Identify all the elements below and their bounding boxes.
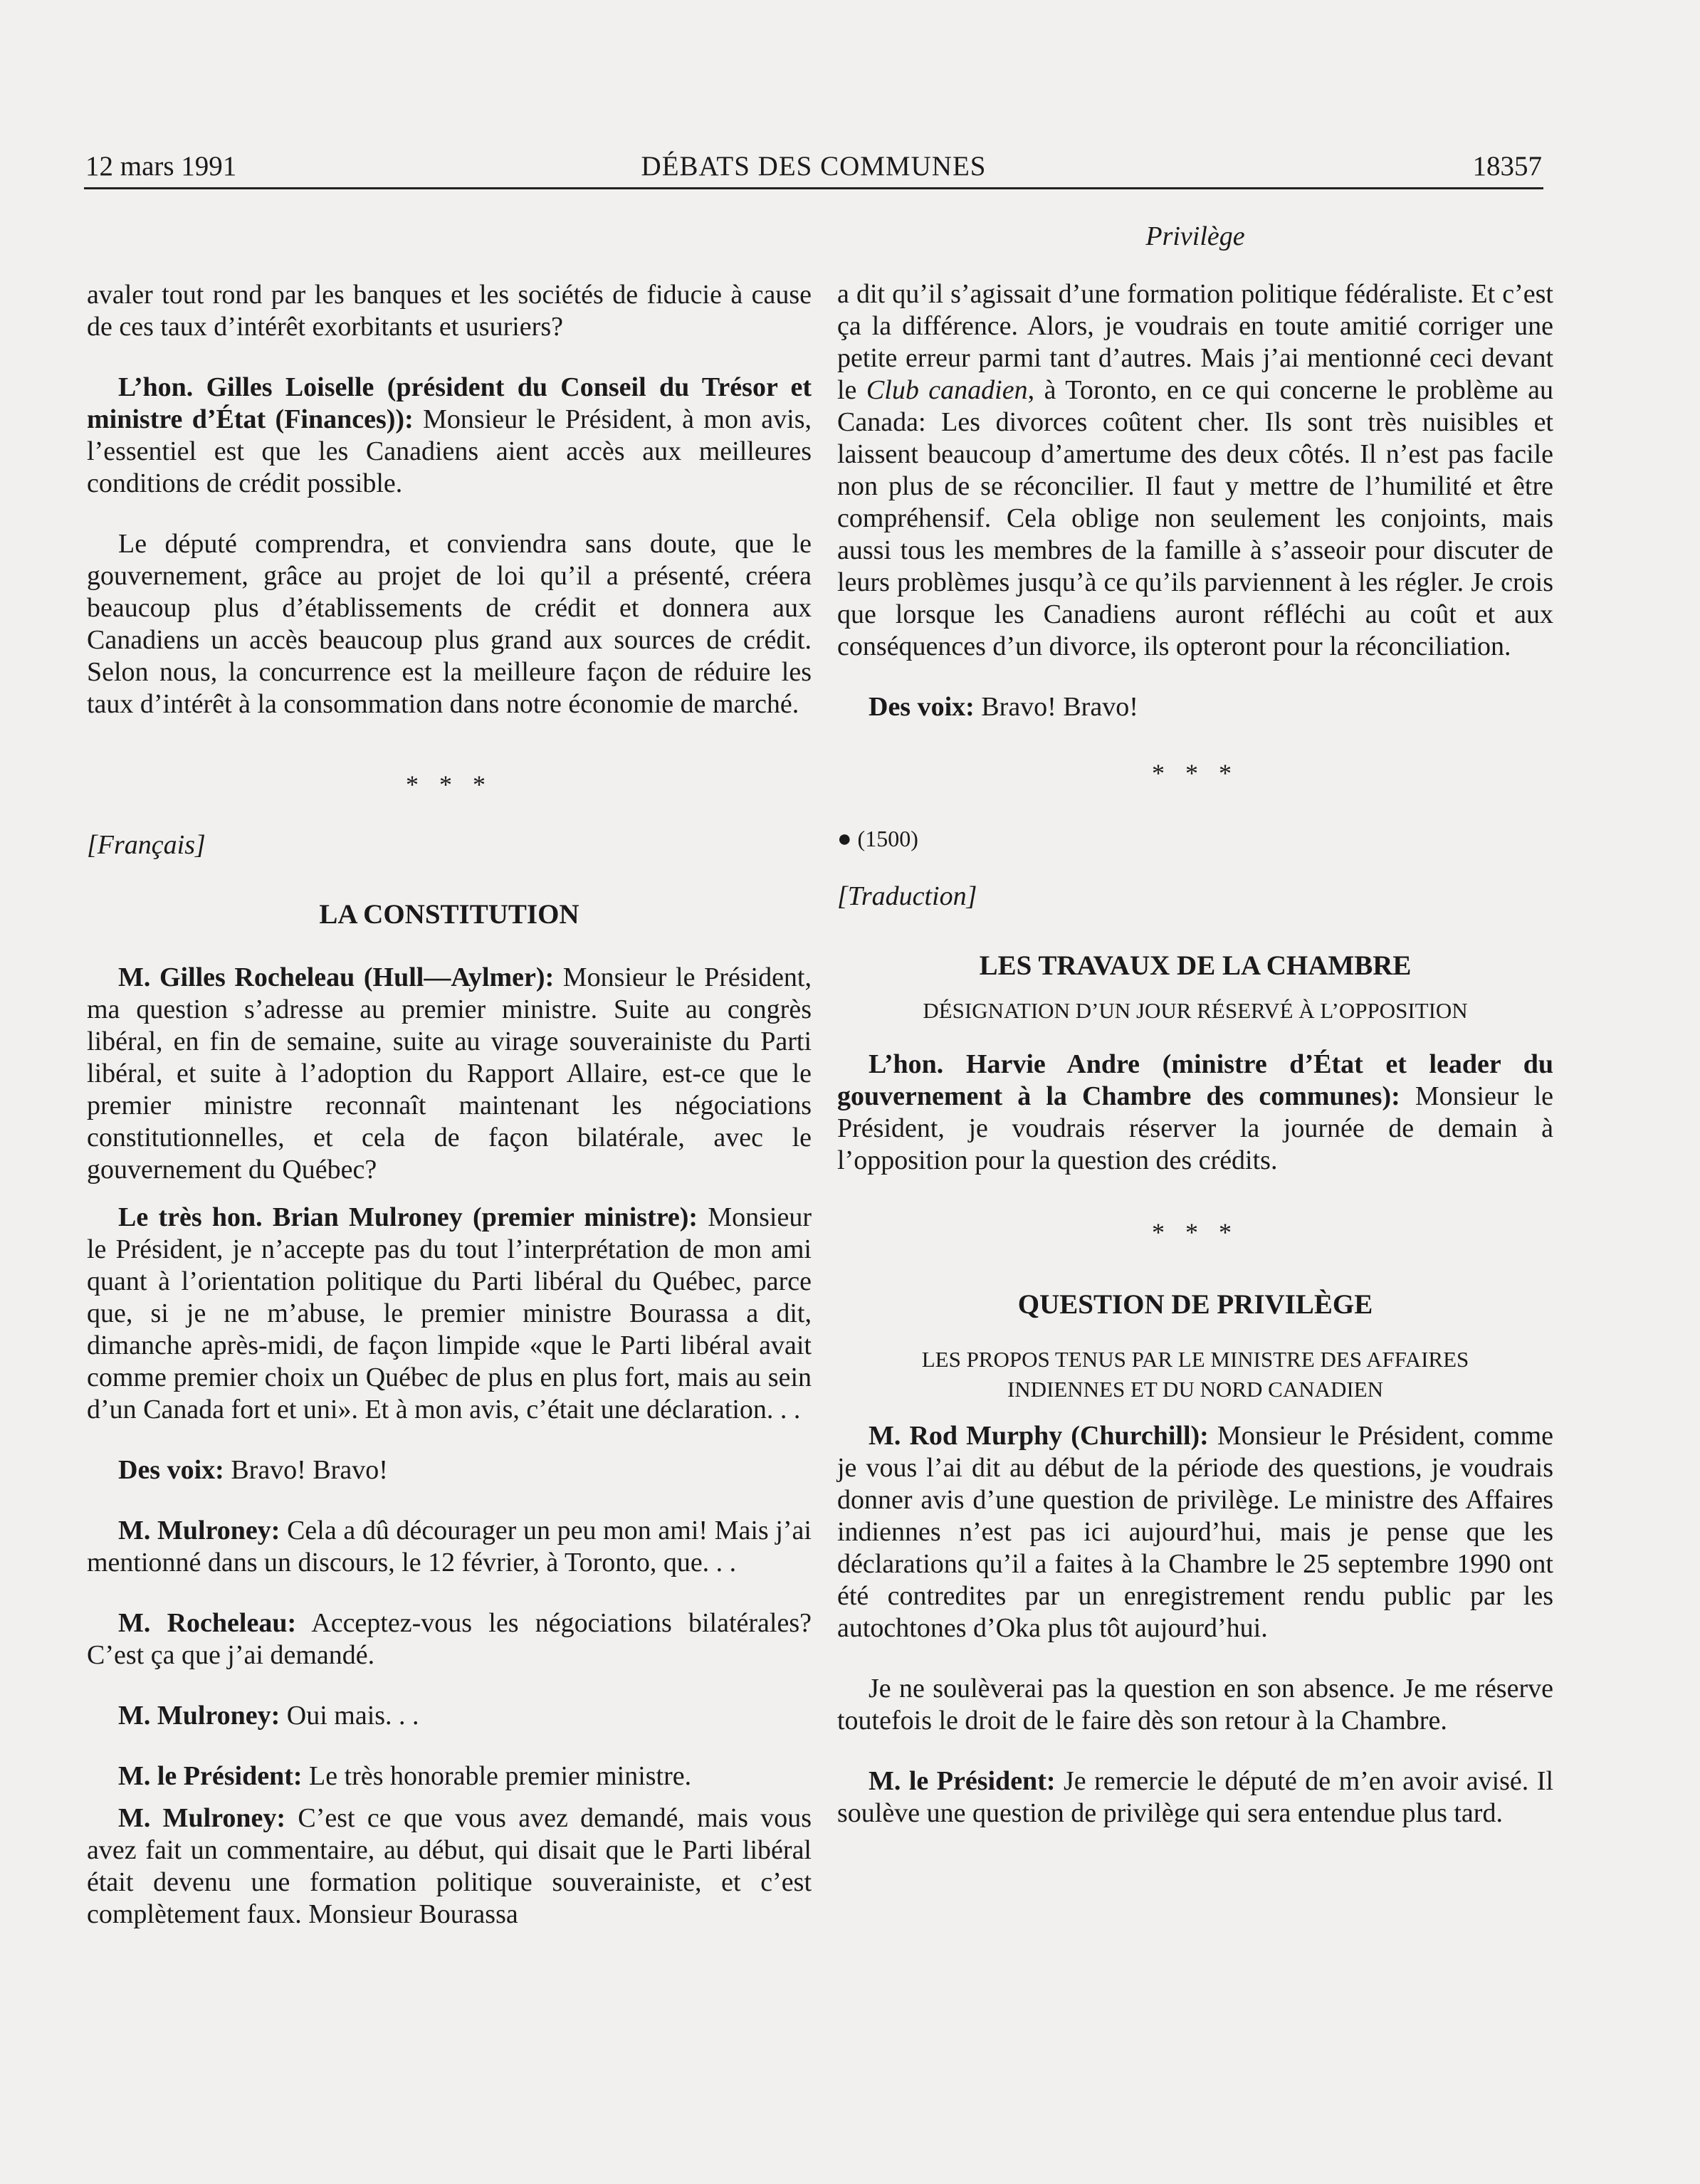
paragraph <box>87 1760 812 1792</box>
paragraph: Le député comprendra, et conviendra sans doute, que le gouvernement, grâce au projet de loi qu’il a présenté, créera beaucoup plus d’établissements de crédit et donnera aux Canadiens un accès beaucoup plus grand aux sources de crédit. Selon nous, la concurrence est la meilleure façon de réduire les taux d’intérêt à la consommation dans notre économie de marché. <box>87 529 812 719</box>
speaker-name: L’hon. Harvie Andre (ministre d’État et leader du gouvernement à la Chambre des communes): <box>837 1049 1553 1111</box>
paragraph <box>837 1420 1553 1644</box>
section-subheading: DÉSIGNATION D’UN JOUR RÉSERVÉ À L’OPPOSITION <box>923 998 1468 1023</box>
header-page-number: 18357 <box>1472 151 1542 182</box>
page-header <box>85 147 1542 187</box>
paragraph <box>87 1607 812 1671</box>
speaker-name: Des voix: <box>869 692 975 722</box>
section-heading: LA CONSTITUTION <box>319 899 579 930</box>
left-column <box>87 221 812 1931</box>
speaker-name: M. Gilles Rocheleau (Hull—Aylmer): <box>118 962 555 992</box>
speech-text: Oui mais. . . <box>280 1701 419 1731</box>
speaker-name: M. Mulroney: <box>118 1516 280 1545</box>
speech-text: Monsieur le Président, je voudrais réserver la journée de demain à l’opposition pour la question des crédits. <box>837 1081 1553 1175</box>
speech-text: Acceptez-vous les négociations bilatérales? C’est ça que j’ai demandé. <box>87 1608 812 1670</box>
speaker-name: M. Mulroney: <box>118 1701 280 1731</box>
paragraph <box>87 1700 812 1732</box>
language-tag: [Traduction] <box>837 881 977 911</box>
speech-text: C’est ce que vous avez demandé, mais vous avez fait un commentaire, au début, qui disait que le Parti libéral était devenu une formation politique souverainiste, et c’est complètement faux. Monsieur Bourassa <box>87 1803 812 1929</box>
section-separator: * * * <box>1152 759 1239 787</box>
time-text: (1500) <box>851 826 918 851</box>
speech-text: Je remercie le député de m’en avoir avisé. Il soulève une question de privilège qui sera entendue plus tard. <box>837 1766 1553 1828</box>
paragraph: Je ne soulèverai pas la question en son absence. Je me réserve toutefois le droit de le faire dès son retour à la Chambre. <box>837 1674 1553 1736</box>
speech-text: a dit qu’il s’agissait d’une formation politique fédéraliste. Et c’est ça la différence. Alors, je voudrais en toute amitié corriger une petite erreur parmi tant d’autres. Mais j’ai mentionné ceci devant le <box>837 279 1553 405</box>
paragraph <box>87 962 812 1186</box>
paragraph <box>837 278 1553 663</box>
speech-text: Monsieur le Président, ma question s’adresse au premier ministre. Suite au congrès libéral, en fin de semaine, suite au virage souverainiste du Parti libéral, et suite à l’adoption du Rapport Allaire, est-ce que le premier ministre reconnaît maintenant les négociations constitutionnelles, et cela de façon bilatérale, avec le gouvernement du Québec? <box>87 962 812 1185</box>
speech-text: Monsieur le Président, à mon avis, l’essentiel est que les Canadiens aient accès aux meilleures conditions de crédit possible. <box>87 404 812 498</box>
speech-text: Le très honorable premier ministre. <box>302 1761 692 1791</box>
paragraph <box>87 1515 812 1579</box>
speaker-name: M. le Président: <box>869 1766 1056 1796</box>
speaker-name: L’hon. Gilles Loiselle (président du Conseil du Trésor et ministre d’État (Finances)): <box>87 372 812 434</box>
running-head: Privilège <box>1145 221 1245 251</box>
speech-text: Bravo! Bravo! <box>224 1455 388 1485</box>
header-rule <box>84 187 1543 189</box>
header-date: 12 mars 1991 <box>85 151 237 182</box>
paragraph <box>837 1049 1553 1177</box>
section-heading: LES TRAVAUX DE LA CHAMBRE <box>979 950 1412 981</box>
speech-text: Monsieur le Président, je n’accepte pas du tout l’interprétation de mon ami quant à l’orientation politique du Parti libéral du Québec, parce que, si je ne m’abuse, le premier ministre Bourassa a dit, dimanche après-midi, de façon limpide «que le Parti libéral avait comme premier choix un Québec de plus en plus fort, mais au sein d’un Canada fort et uni». Et à mon avis, c’était une déclaration. . . <box>87 1202 812 1424</box>
header-title: DÉBATS DES COMMUNES <box>641 151 987 182</box>
speech-text: , à Toronto, en ce qui concerne le problème au Canada: Les divorces coûtent cher. Ils sont très nuisibles et laissent beaucoup d’amertume des deux côtés. Il n’est pas facile non plus de se réconcilier. Il faut y mettre de l’humilité et être compréhensif. Cela oblige non seulement les conjoints, mais aussi tous les membres de la famille à s’asseoir pour discuter de leurs problèmes jusqu’à ce qu’ils parviennent à les régler. Je crois que lorsque les Canadiens auront réfléchi au coût et aux conséquences d’un divorce, ils opteront pour la réconciliation. <box>837 375 1553 661</box>
right-column <box>837 221 1553 1829</box>
speaker-name: M. Rod Murphy (Churchill): <box>869 1421 1209 1451</box>
time-marker <box>837 822 1553 855</box>
speaker-name: Des voix: <box>118 1455 224 1485</box>
speaker-name: M. Mulroney: <box>118 1803 286 1833</box>
speaker-name: Le très hon. Brian Mulroney (premier ministre): <box>118 1202 698 1232</box>
paragraph: avaler tout rond par les banques et les sociétés de fiducie à cause de ces taux d’intérêt exorbitants et usuriers? <box>87 280 812 342</box>
speech-text: Bravo! Bravo! <box>974 692 1138 722</box>
paragraph <box>837 1765 1553 1829</box>
paragraph <box>87 1202 812 1426</box>
speech-text: Monsieur le Président, comme je vous l’ai dit au début de la période des questions, je voudrais donner avis d’une question de privilège. Le ministre des Affaires indiennes n’est pas ici aujourd’hui, mais je pense que les déclarations qu’il a faites à la Chambre le 25 septembre 1990 ont été contredites par un enregistrement rendu public par les autochtones d’Oka plus tôt aujourd’hui. <box>837 1421 1553 1643</box>
section-heading: QUESTION DE PRIVILÈGE <box>1017 1289 1373 1320</box>
section-subheading: LES PROPOS TENUS PAR LE MINISTRE DES AFFAIRES INDIENNES ET DU NORD CANADIEN <box>921 1347 1469 1402</box>
speech-text: Cela a dû décourager un peu mon ami! Mais j’ai mentionné dans un discours, le 12 février, à Toronto, que. . . <box>87 1516 812 1577</box>
speaker-name: M. Rocheleau: <box>118 1608 297 1638</box>
language-tag: [Français] <box>87 830 206 860</box>
paragraph <box>87 1454 812 1486</box>
paragraph <box>87 372 812 500</box>
paragraph <box>837 691 1553 723</box>
section-separator: * * * <box>1152 1218 1239 1246</box>
paragraph <box>87 1802 812 1931</box>
speaker-name: M. le Président: <box>118 1761 303 1791</box>
bullet-icon: ● <box>837 826 852 852</box>
section-separator: * * * <box>406 770 493 799</box>
italic-text: Club canadien <box>866 375 1028 405</box>
